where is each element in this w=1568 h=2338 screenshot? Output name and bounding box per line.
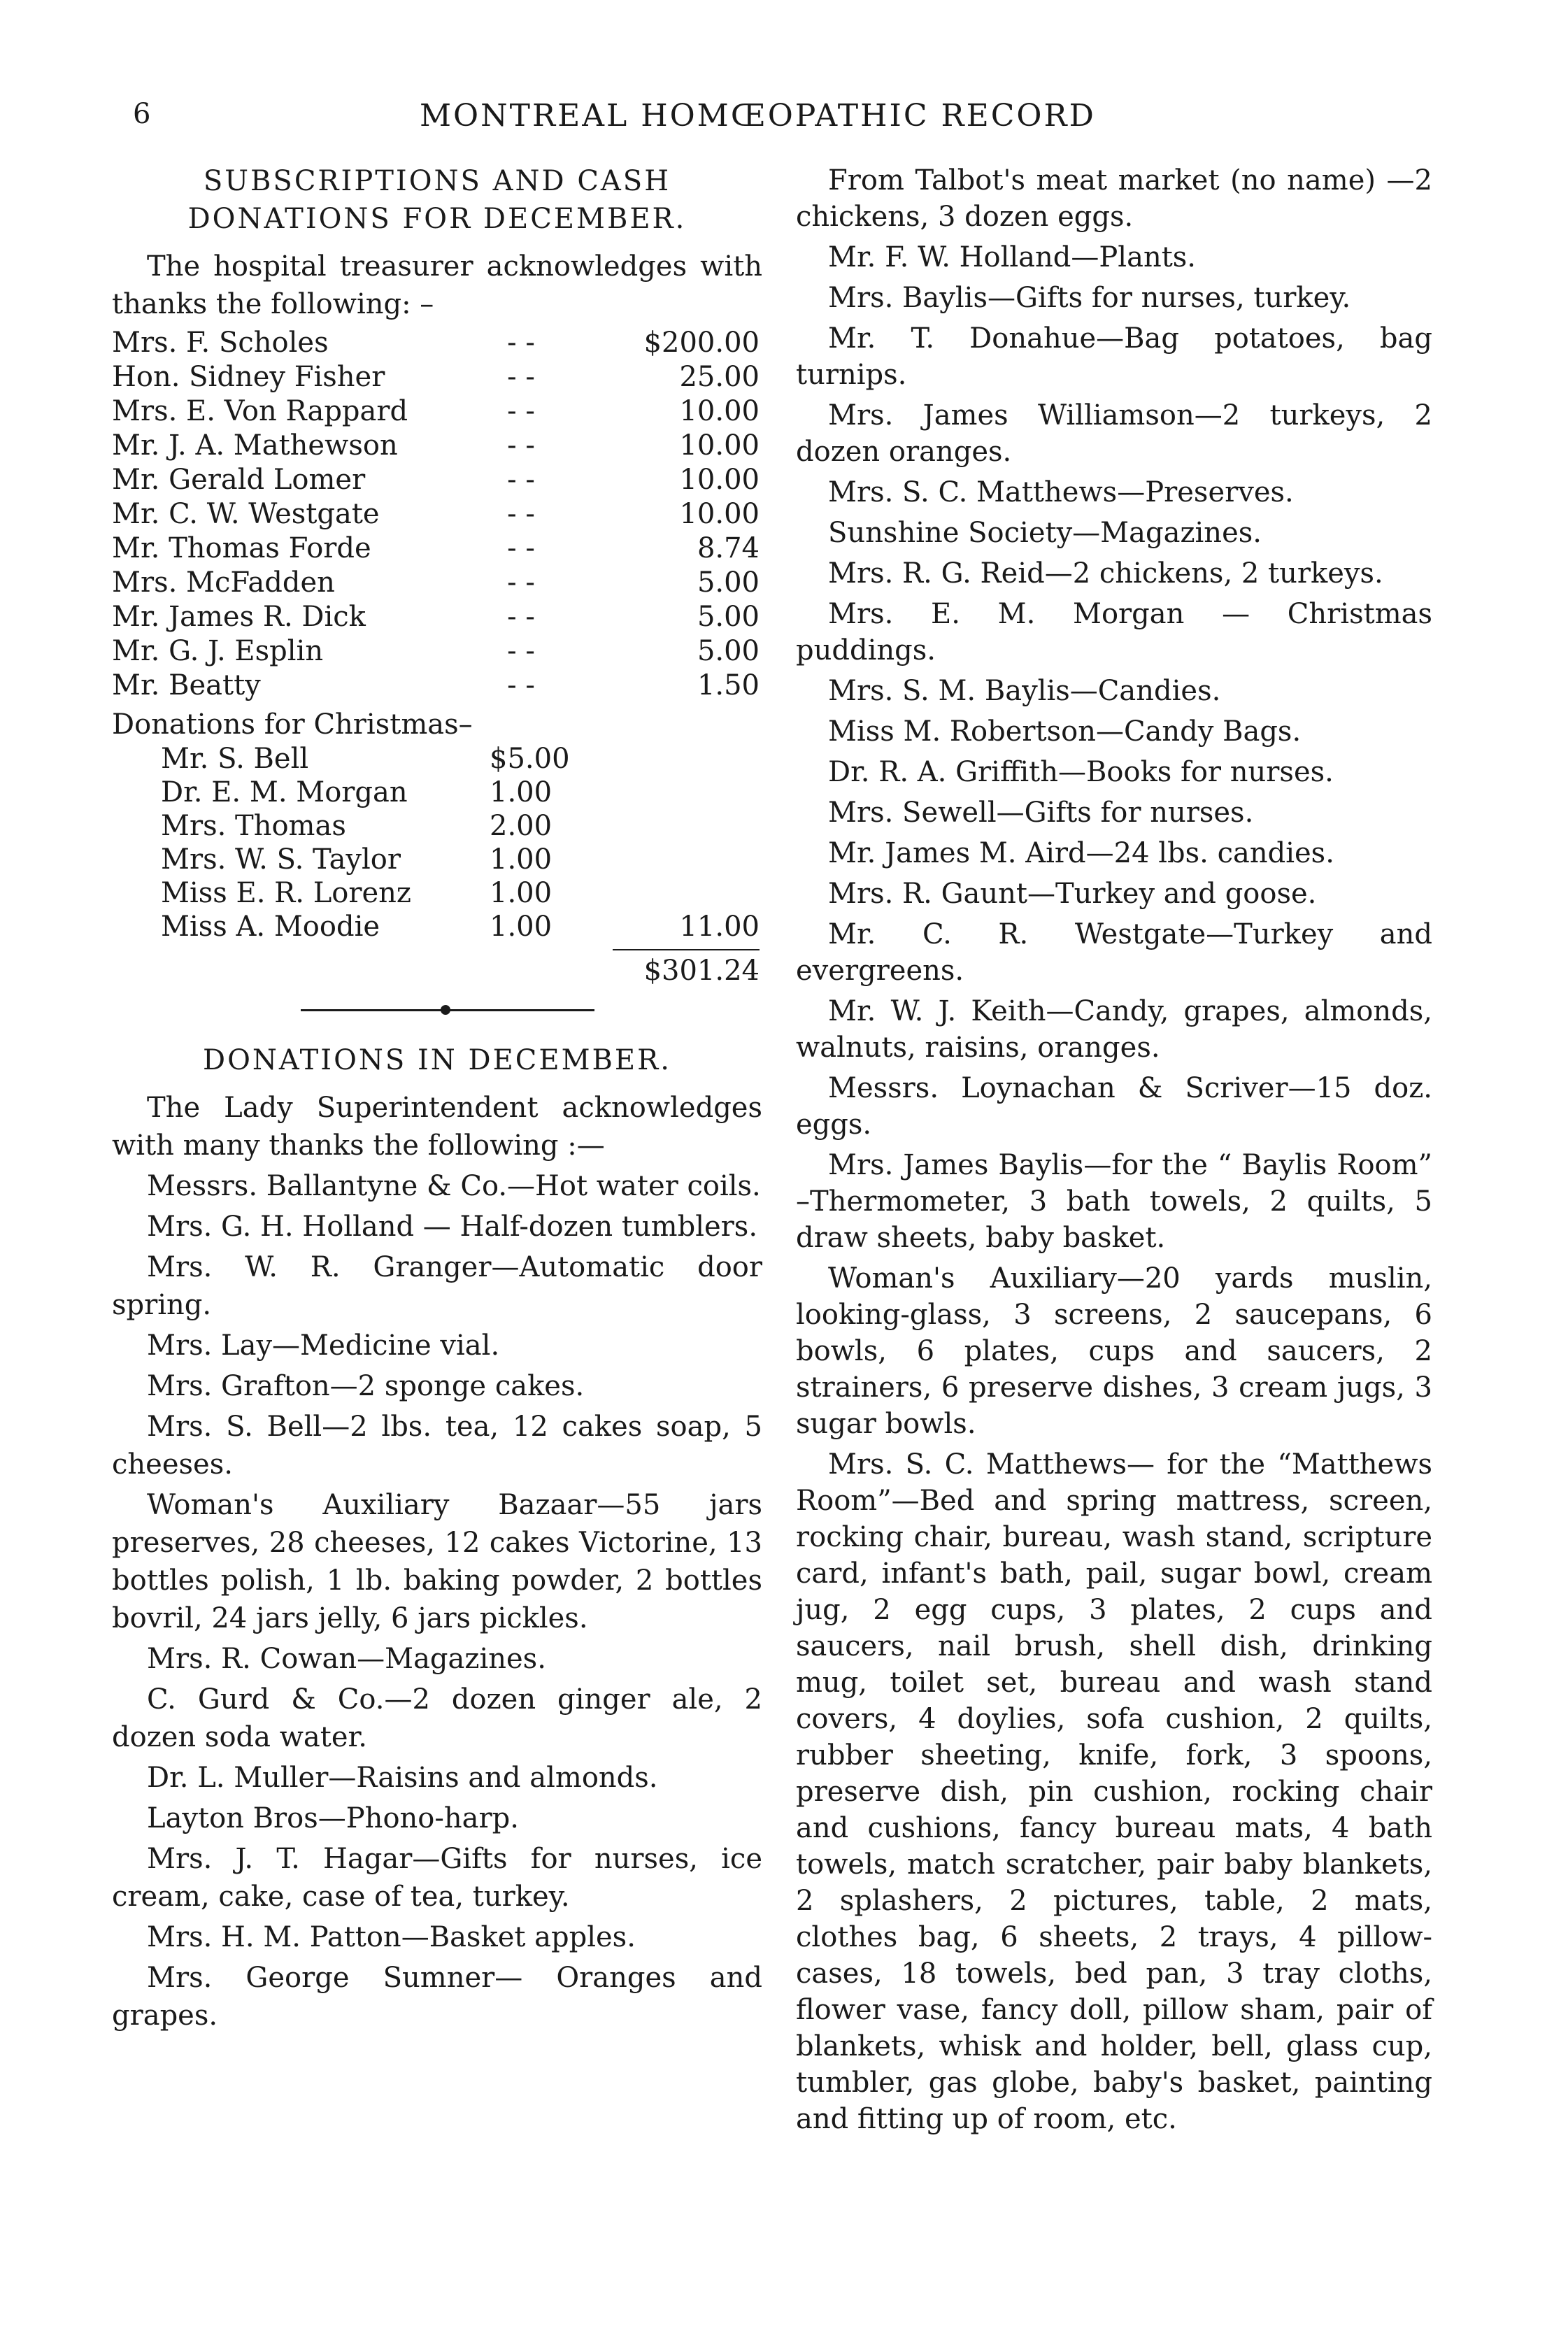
donation-entry: Mrs. Sewell—Gifts for nurses. [828, 797, 1254, 829]
christmas-subtotal [594, 776, 762, 809]
donation-entry: Mrs. S. C. Matthews—Preserves. [828, 476, 1294, 508]
donation-entry: Mrs. G. H. Holland — Half-dozen tumblers. [147, 1211, 758, 1243]
christmas-donor-name: Mr. S. Bell [161, 743, 309, 775]
donation-amount: $200.00 [643, 327, 760, 359]
ledger-row [112, 669, 762, 703]
donation-entry: Layton Bros—Phono-harp. [147, 1802, 519, 1834]
christmas-amount: 1.00 [490, 911, 553, 943]
christmas-row [112, 809, 762, 843]
ledger-row [112, 497, 762, 532]
ledger-row [112, 463, 762, 497]
christmas-ledger [112, 742, 762, 943]
christmas-subtotal: 11.00 [679, 911, 760, 943]
donation-amount: 1.50 [697, 669, 760, 701]
ledger-row [112, 360, 762, 394]
donation-entry: Mrs. E. M. Morgan — Christmas puddings. [796, 598, 1432, 667]
donor-name: Mrs. McFadden [112, 566, 335, 599]
christmas-donor-name: Miss A. Moodie [161, 911, 380, 943]
leader-dashes: - - [507, 532, 535, 564]
donation-entry: Mrs. S. C. Matthews— for the “Matthews Room”—Bed and spring mattress, screen, rocking chair, bureau, wash stand, scripture card, infant's bath, pail, sugar bowl, cream jug, 2 egg cups, 3 plates, 2 cups and saucers, nail brush, shell dish, drinking mug, toilet set, bureau and wash stand covers, 4 doylies, sofa cushion, 2 quilts, rubber sheeting, knife, fork, 3 spoons, preserve dish, pin cushion, rocking chair and cushions, fancy bureau mats, 4 bath towels, match scratcher, pair baby blankets, 2 splashers, 2 pictures, table, 2 mats, clothes bag, 6 sheets, 2 trays, 4 pillow-cases, 18 towels, bed pan, 3 tray cloths, flower vase, fancy doll, pillow sham, pair of blankets, whisk and holder, bell, glass cup, tumbler, gas globe, baby's basket, painting and fitting up of room, etc. [796, 1448, 1432, 2135]
leader-dashes: - - [507, 601, 535, 633]
christmas-amount: 1.00 [490, 776, 553, 808]
right-donation-list [796, 162, 1432, 2137]
leader-dashes: - - [507, 327, 535, 359]
ledger-row [112, 634, 762, 669]
right-column [796, 162, 1432, 2141]
christmas-donor-name: Miss E. R. Lorenz [161, 877, 411, 909]
christmas-row [112, 876, 762, 910]
ledger-row [112, 429, 762, 463]
donation-entry: Mrs. H. M. Patton—Basket apples. [147, 1921, 636, 1953]
donation-amount: 5.00 [697, 566, 760, 599]
donor-name: Mrs. F. Scholes [112, 327, 329, 359]
donation-entry: C. Gurd & Co.—2 dozen ginger ale, 2 dozen soda water. [112, 1683, 762, 1753]
donation-entry: Mrs. Grafton—2 sponge cakes. [147, 1370, 585, 1402]
christmas-row [112, 776, 762, 809]
donation-entry: Mr. F. W. Holland—Plants. [828, 241, 1197, 273]
leader-dashes: - - [507, 566, 535, 599]
left-column [112, 162, 762, 2037]
left-donation-list [112, 1167, 762, 2034]
donation-entry: Mr. James M. Aird—24 lbs. candies. [828, 837, 1334, 869]
journal-title: MONTREAL HOMŒOPATHIC RECORD [420, 98, 1096, 134]
donation-entry: Mrs. S. Bell—2 lbs. tea, 12 cakes soap, 5 cheeses. [112, 1411, 762, 1481]
donation-entry: Mrs. James Baylis—for the “ Baylis Room” –Thermometer, 3 bath towels, 2 quilts, 5 draw sheets, baby basket. [796, 1149, 1432, 1254]
donation-entry: Mr. W. J. Keith—Candy, grapes, almonds, walnuts, raisins, oranges. [796, 995, 1432, 1064]
leader-dashes: - - [507, 464, 535, 496]
donation-entry: Mrs. J. T. Hagar—Gifts for nurses, ice cream, cake, case of tea, turkey. [112, 1843, 762, 1913]
donations-heading: DONATIONS IN DECEMBER. [203, 1044, 671, 1076]
donation-entry: Messrs. Ballantyne & Co.—Hot water coils. [147, 1170, 761, 1202]
subscriptions-ledger [112, 326, 762, 703]
ledger-row [112, 566, 762, 600]
donor-name: Hon. Sidney Fisher [112, 361, 385, 393]
subscriptions-intro: The hospital treasurer acknowledges with thanks the following: – [112, 250, 762, 320]
donation-entry: Mrs. George Sumner— Oranges and grapes. [112, 1962, 762, 2032]
christmas-row [112, 910, 762, 943]
donation-entry: Mrs. S. M. Baylis—Candies. [828, 675, 1221, 707]
donation-entry: Mrs. W. R. Granger—Automatic door spring. [112, 1251, 762, 1321]
ledger-row [112, 532, 762, 566]
donation-entry: Mrs. R. G. Reid—2 chickens, 2 turkeys. [828, 557, 1383, 590]
running-head [112, 98, 1427, 140]
separator-dot [441, 1005, 450, 1015]
donation-amount: 10.00 [679, 498, 760, 530]
donation-entry: From Talbot's meat market (no name) —2 chickens, 3 dozen eggs. [796, 164, 1432, 233]
donor-name: Mr. Thomas Forde [112, 532, 371, 564]
leader-dashes: - - [507, 429, 535, 462]
donor-name: Mr. J. A. Mathewson [112, 429, 398, 462]
ledger-row [112, 394, 762, 429]
christmas-row [112, 742, 762, 776]
donation-amount: 5.00 [697, 601, 760, 633]
christmas-row [112, 843, 762, 876]
donation-entry: Miss M. Robertson—Candy Bags. [828, 715, 1302, 748]
christmas-subtotal [594, 809, 762, 843]
donation-amount: 10.00 [679, 395, 760, 427]
donor-name: Mr. G. J. Esplin [112, 635, 324, 667]
leader-dashes: - - [507, 361, 535, 393]
donation-amount: 10.00 [679, 464, 760, 496]
donations-intro: The Lady Superintendent acknowledges with many thanks the following :— [112, 1092, 762, 1162]
donor-name: Mrs. E. Von Rappard [112, 395, 408, 427]
christmas-donor-name: Mrs. W. S. Taylor [161, 843, 401, 876]
donation-entry: Woman's Auxiliary Bazaar—55 jars preserves, 28 cheeses, 12 cakes Victorine, 13 bottles polish, 1 lb. baking powder, 2 bottles bovril, 24 jars jelly, 6 jars pickles. [112, 1489, 762, 1634]
leader-dashes: - - [507, 498, 535, 530]
christmas-subtotal [594, 843, 762, 876]
donor-name: Mr. C. W. Westgate [112, 498, 380, 530]
leader-dashes: - - [507, 395, 535, 427]
donation-entry: Mrs. R. Gaunt—Turkey and goose. [828, 878, 1317, 910]
donation-entry: Sunshine Society—Magazines. [828, 517, 1262, 549]
donation-entry: Dr. R. A. Griffith—Books for nurses. [828, 756, 1334, 788]
donation-amount: 5.00 [697, 635, 760, 667]
christmas-donor-name: Mrs. Thomas [161, 810, 346, 842]
donor-name: Mr. Gerald Lomer [112, 464, 366, 496]
donation-amount: 10.00 [679, 429, 760, 462]
christmas-label: Donations for Christmas– [112, 708, 473, 741]
christmas-amount: 2.00 [490, 810, 553, 842]
christmas-subtotal [594, 742, 762, 776]
donation-amount: 8.74 [697, 532, 760, 564]
donation-entry: Dr. L. Muller—Raisins and almonds. [147, 1762, 658, 1794]
leader-dashes: - - [507, 669, 535, 701]
grand-total: $301.24 [643, 955, 760, 987]
donor-name: Mr. Beatty [112, 669, 261, 701]
donor-name: Mr. James R. Dick [112, 601, 366, 633]
donation-amount: 25.00 [679, 361, 760, 393]
donation-entry: Messrs. Loynachan & Scriver—15 doz. eggs. [796, 1072, 1432, 1141]
donation-entry: Mrs. Lay—Medicine vial. [147, 1330, 500, 1362]
christmas-donor-name: Dr. E. M. Morgan [161, 776, 408, 808]
donation-entry: Mrs. James Williamson—2 turkeys, 2 dozen oranges. [796, 399, 1432, 468]
ledger-row [112, 326, 762, 360]
donation-entry: Mrs. R. Cowan—Magazines. [147, 1643, 546, 1675]
donation-entry: Mr. C. R. Westgate—Turkey and evergreens. [796, 918, 1432, 987]
donation-entry: Mr. T. Donahue—Bag potatoes, bag turnips. [796, 322, 1432, 391]
section-separator [301, 999, 594, 1020]
leader-dashes: - - [507, 635, 535, 667]
christmas-amount: $5.00 [490, 743, 570, 775]
christmas-amount: 1.00 [490, 843, 553, 876]
donation-entry: Mrs. Baylis—Gifts for nurses, turkey. [828, 282, 1351, 314]
ledger-row [112, 600, 762, 634]
christmas-amount: 1.00 [490, 877, 553, 909]
subscriptions-heading: SUBSCRIPTIONS AND CASH DONATIONS FOR DECEMBER. [187, 165, 687, 235]
page-number: 6 [133, 98, 151, 130]
donation-entry: Woman's Auxiliary—20 yards muslin, looking-glass, 3 screens, 2 saucepans, 6 bowls, 6 plates, cups and saucers, 2 strainers, 6 preserve dishes, 3 cream jugs, 3 sugar bowls. [796, 1262, 1432, 1440]
christmas-subtotal [594, 876, 762, 910]
